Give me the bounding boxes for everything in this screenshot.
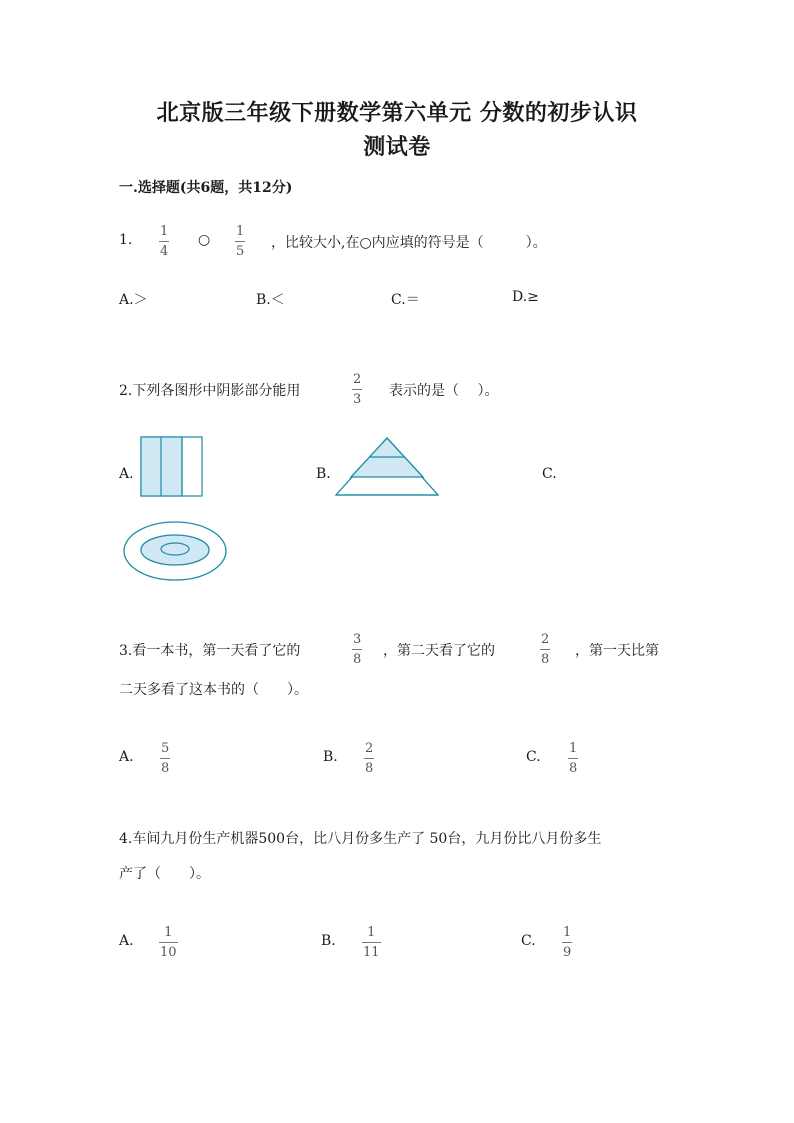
q2-text-after: 表示的是（ ）。 bbox=[389, 383, 499, 399]
page-subtitle: 测试卷 bbox=[363, 134, 431, 160]
q3-frac1-num: 3 bbox=[353, 632, 362, 647]
q3-opt-c-den: 8 bbox=[569, 761, 578, 776]
q3-opt-b-num: 2 bbox=[365, 741, 374, 756]
page-title: 北京版三年级下册数学第六单元 分数的初步认识 bbox=[156, 100, 638, 126]
q4-option-b-fraction bbox=[362, 925, 381, 960]
q1-frac-a-den: 4 bbox=[160, 244, 169, 259]
q4-opt-b-den: 11 bbox=[363, 945, 380, 960]
q3-fraction-2 bbox=[540, 632, 550, 667]
q4-line1: 4.车间九月份生产机器500台，比八月份多生产了 50台，九月份比八月份多生 bbox=[119, 831, 602, 847]
q2-figure-b-triangle bbox=[334, 436, 440, 498]
q4-opt-a-num: 1 bbox=[164, 925, 173, 940]
q3-opt-c-num: 1 bbox=[569, 741, 578, 756]
q1-frac-b-den: 5 bbox=[236, 244, 245, 259]
q1-fraction-a bbox=[159, 224, 169, 259]
q2-option-c[interactable]: C. bbox=[542, 466, 557, 482]
q3-text-before: 3.看一本书，第一天看了它的 bbox=[119, 643, 301, 659]
q3-line2: 二天多看了这本书的（ ）。 bbox=[119, 682, 308, 698]
q4-line2: 产了（ ）。 bbox=[119, 866, 210, 882]
q3-frac2-den: 8 bbox=[541, 652, 550, 667]
q3-fraction-1 bbox=[352, 632, 362, 667]
q4-option-c-label[interactable]: C. bbox=[521, 933, 536, 949]
q3-opt-a-den: 8 bbox=[161, 761, 170, 776]
q1-text: ，比较大小,在○内应填的符号是（ ）。 bbox=[271, 235, 547, 251]
q2-figure-c-ellipses bbox=[120, 518, 230, 584]
q3-option-a-fraction bbox=[160, 741, 170, 776]
q3-frac1-den: 8 bbox=[353, 652, 362, 667]
q1-fraction-b bbox=[235, 224, 245, 259]
q1-option-b[interactable]: B.＜ bbox=[256, 292, 285, 308]
q4-option-a-label[interactable]: A. bbox=[119, 933, 134, 949]
q1-frac-b-num: 1 bbox=[236, 224, 245, 239]
q1-option-a[interactable]: A.＞ bbox=[119, 292, 148, 308]
q4-opt-a-den: 10 bbox=[160, 945, 177, 960]
q3-option-a-label[interactable]: A. bbox=[119, 749, 134, 765]
q1-frac-a-num: 1 bbox=[160, 224, 169, 239]
q3-text-after: ，第一天比第 bbox=[575, 643, 659, 659]
q3-opt-a-num: 5 bbox=[161, 741, 170, 756]
q3-option-b-label[interactable]: B. bbox=[323, 749, 338, 765]
q3-frac2-num: 2 bbox=[541, 632, 550, 647]
q3-option-b-fraction bbox=[364, 741, 374, 776]
q4-option-b-label[interactable]: B. bbox=[321, 933, 336, 949]
q3-option-c-fraction bbox=[568, 741, 578, 776]
q2-figure-a-rectangle bbox=[140, 436, 204, 498]
q3-option-c-label[interactable]: C. bbox=[526, 749, 541, 765]
q4-opt-c-den: 9 bbox=[563, 945, 572, 960]
q2-text-before: 2.下列各图形中阴影部分能用 bbox=[119, 383, 301, 399]
q2-option-a[interactable]: A. bbox=[119, 466, 134, 482]
q4-opt-c-num: 1 bbox=[563, 925, 572, 940]
q3-text-mid: ，第二天看了它的 bbox=[383, 643, 495, 659]
q3-opt-b-den: 8 bbox=[365, 761, 374, 776]
q2-option-b[interactable]: B. bbox=[316, 466, 331, 482]
q4-option-a-fraction bbox=[159, 925, 178, 960]
q4-option-c-fraction bbox=[562, 925, 572, 960]
q1-number: 1. bbox=[119, 232, 133, 248]
q1-option-d[interactable]: D.≥ bbox=[512, 289, 539, 305]
q1-circle: ○ bbox=[198, 232, 211, 248]
q4-opt-b-num: 1 bbox=[367, 925, 376, 940]
q2-fraction bbox=[352, 372, 362, 407]
q2-frac-num: 2 bbox=[353, 372, 362, 387]
q1-option-c[interactable]: C.＝ bbox=[391, 292, 420, 308]
section-heading: 一.选择题(共6题，共12分) bbox=[119, 180, 293, 196]
q2-frac-den: 3 bbox=[353, 392, 362, 407]
